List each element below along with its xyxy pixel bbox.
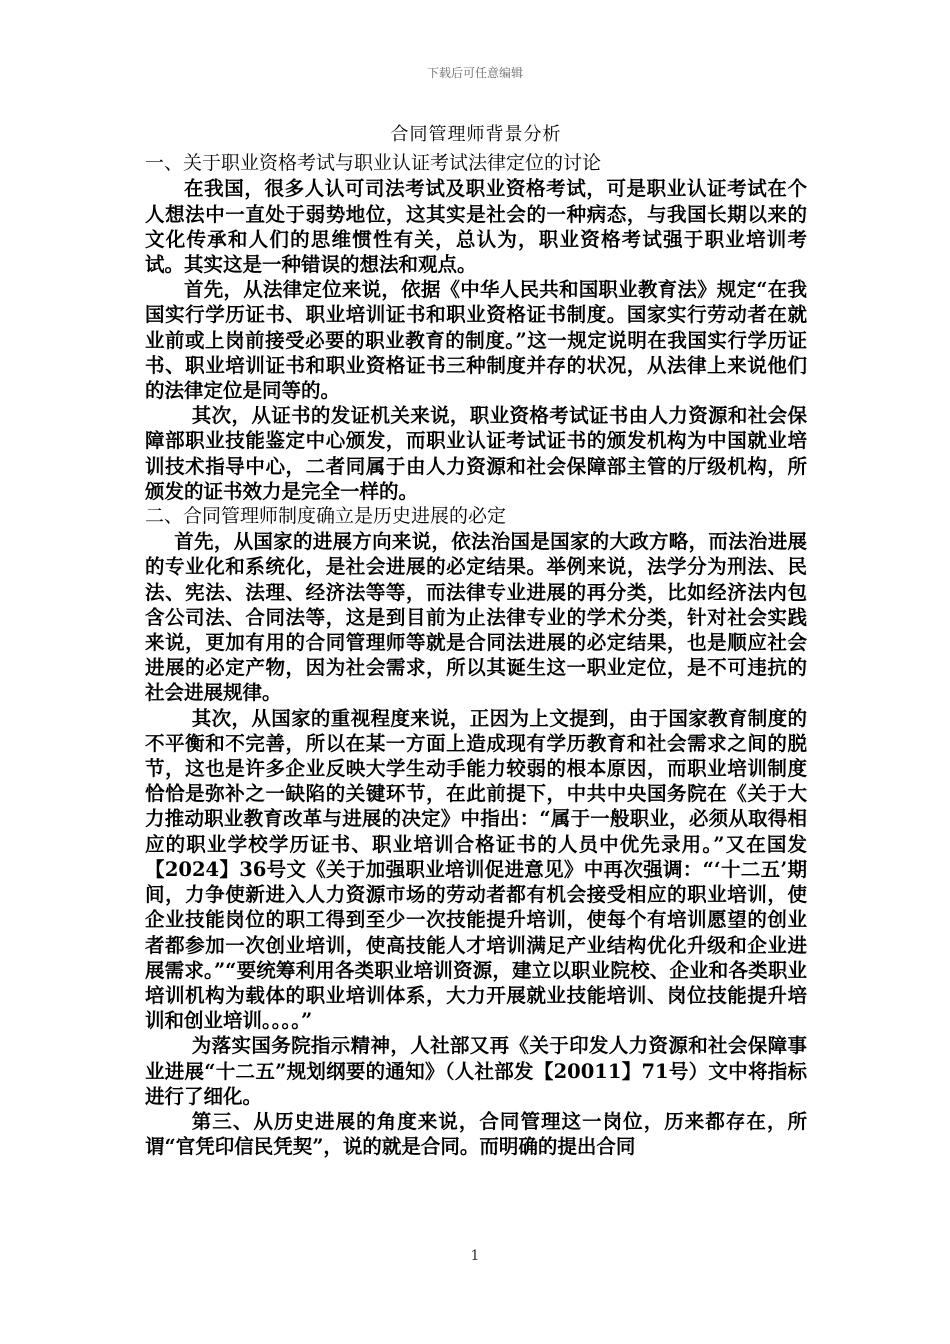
section-heading-2: 二、合同管理师制度确立是历史进展的必定 bbox=[145, 505, 507, 528]
paragraph: 在我国，很多人认可司法考试及职业资格考试，可是职业认证考试在个人想法中一直处于弱势地位，这其实是社会的一种病态，与我国长期以来的文化传承和人们的思维惯性有关，总认为，职业资格考试强于职业培训考试。其实这是一种错误的想法和观点。 bbox=[145, 177, 807, 277]
paragraph: 其次，从国家的重视程度来说，正因为上文提到，由于国家教育制度的不平衡和不完善，所以在某一方面上造成现有学历教育和社会需求之间的脱节，这也是许多企业反映大学生动手能力较弱的根本原因，而职业培训制度恰恰是弥补之一缺陷的关键环节，在此前提下，中共中央国务院在《关于大力推动职业教育改革与进展的决定》中指出：“属于一般职业，必须从取得相应的职业学校学历证书、职业培训合格证书的人员中优先录用。”又在国发【2024】36号文《关于加强职业培训促进意见》中再次强调：“‘十二五’期间，力争使新进入人力资源市场的劳动者都有机会接受相应的职业培训，使企业技能岗位的职工得到至少一次技能提升培训，使每个有培训愿望的创业者都参加一次创业培训，使高技能人才培训满足产业结构优化升级和企业进展需求。”“要统筹利用各类职业培训资源，建立以职业院校、企业和各类职业培训机构为载体的职业培训体系，大力开展就业技能培训、岗位技能提升培训和创业培训。。。。” bbox=[145, 706, 807, 1033]
page-number: 1 bbox=[470, 1248, 480, 1264]
paragraph: 为落实国务院指示精神，人社部又再《关于印发人力资源和社会保障事业进展“十二五”规划纲要的通知》（人社部发【20011】71号）文中将指标进行了细化。 bbox=[145, 1034, 807, 1108]
paragraph: 其次，从证书的发证机关来说，职业资格考试证书由人力资源和社会保障部职业技能鉴定中心颁发，而职业认证考试证书的颁发机构为中国就业培训技术指导中心，二者同属于由人力资源和社会保障部主管的厅级机构，所颁发的证书效力是完全一样的。 bbox=[145, 404, 807, 503]
paragraph: 首先，从法律定位来说，依据《中华人民共和国职业教育法》规定“在我国实行学历证书、职业培训证书和职业资格证书制度。国家实行劳动者在就业前或上岗前接受必要的职业教育的制度。”这一规定说明在我国实行学历证书、职业培训证书和职业资格证书三种制度并存的状况，从法律上来说他们的法律定位是同等的。 bbox=[145, 278, 807, 403]
document-body bbox=[145, 122, 807, 1159]
paragraph: 第三、从历史进展的角度来说，合同管理这一岗位，历来都存在，所谓“官凭印信民凭契”，说的就是合同。而明确的提出合同 bbox=[145, 1109, 807, 1159]
document-title: 合同管理师背景分析 bbox=[390, 124, 562, 145]
header-note: 下载后可任意编辑 bbox=[426, 66, 523, 80]
section-heading-1: 一、关于职业资格考试与职业认证考试法律定位的讨论 bbox=[145, 152, 602, 175]
paragraph: 首先，从国家的进展方向来说，依法治国是国家的大政方略，而法治进展的专业化和系统化，是社会进展的必定结果。举例来说，法学分为刑法、民法、宪法、法理、经济法等等，而法律专业进展的再分类，比如经济法内包含公司法、合同法等，这是到目前为止法律专业的学术分类，针对社会实践来说，更加有用的合同管理师等就是合同法进展的必定结果，也是顺应社会进展的必定产物，因为社会需求，所以其诞生这一职业定位，是不可违抗的社会进展规律。 bbox=[145, 530, 807, 705]
